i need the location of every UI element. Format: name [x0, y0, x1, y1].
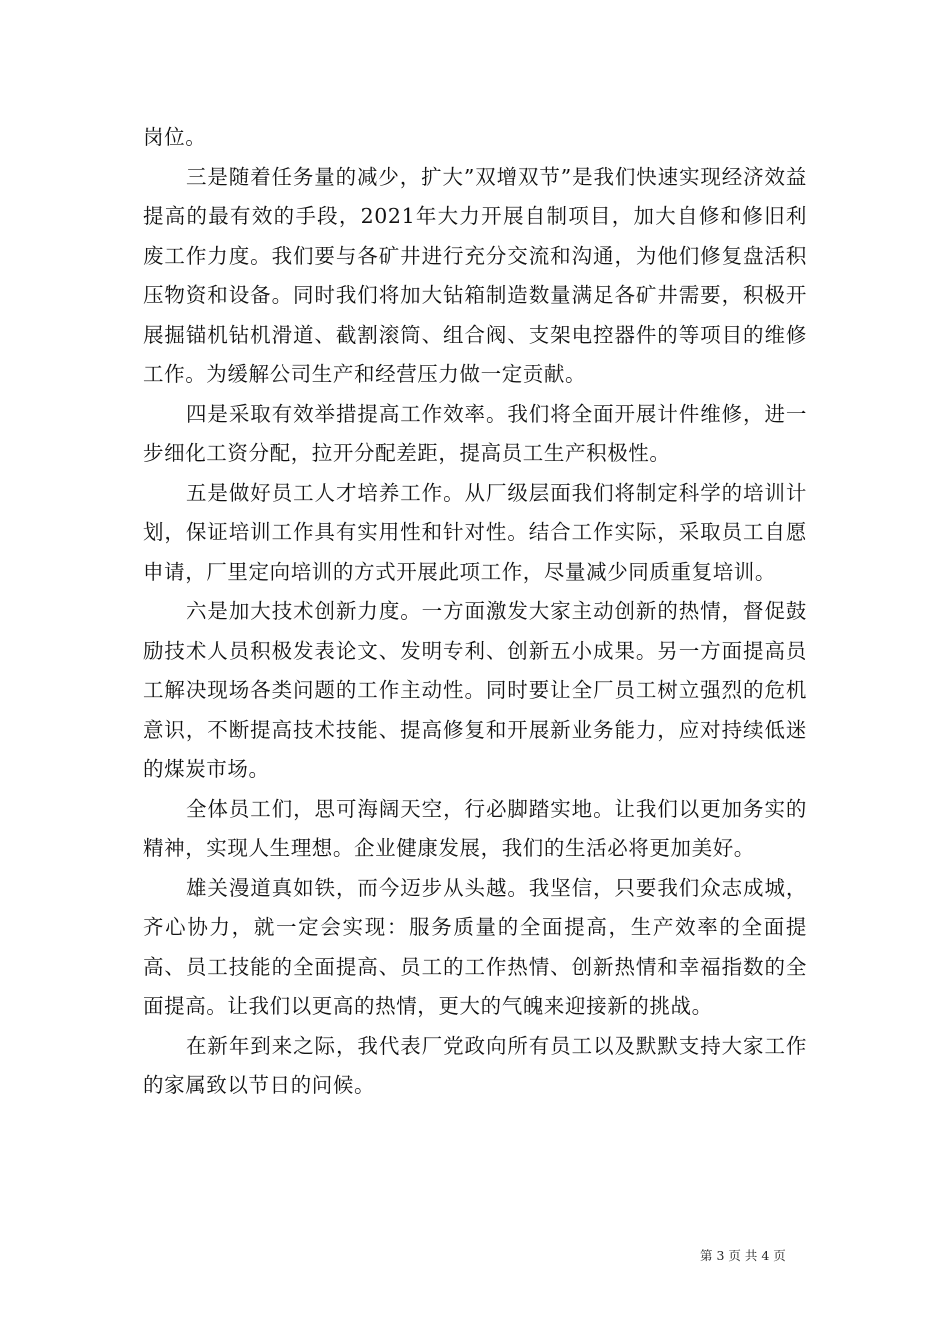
document-body [143, 118, 807, 1106]
paragraph-new-year-greeting: 在新年到来之际，我代表厂党政向所有员工以及默默支持大家工作的家属致以节日的问候。 [143, 1033, 807, 1097]
paragraph-item-four: 四是采取有效举措提高工作效率。我们将全面开展计件维修，进一步细化工资分配，拉开分配差距，提高员工生产积极性。 [143, 401, 807, 465]
paragraph-item-five: 五是做好员工人才培养工作。从厂级层面我们将制定科学的培训计划，保证培训工作具有实用性和针对性。结合工作实际，采取员工自愿申请，厂里定向培训的方式开展此项工作，尽量减少同质重复培训。 [143, 480, 807, 584]
page-number-footer: 第 3 页 共 4 页 [700, 1248, 786, 1263]
paragraph-item-three: 三是随着任务量的减少，扩大”双增双节”是我们快速实现经济效益提高的最有效的手段，2021年大力开展自制项目，加大自修和修旧利废工作力度。我们要与各矿井进行充分交流和沟通，为他们修复盘活积压物资和设备。同时我们将加大钻箱制造数量满足各矿井需要，积极开展掘锚机钻机滑道、截割滚筒、组合阀、支架电控器件的等项目的维修工作。为缓解公司生产和经营压力做一定贡献。 [143, 164, 807, 386]
paragraph-item-six: 六是加大技术创新力度。一方面激发大家主动创新的热情，督促鼓励技术人员积极发表论文、发明专利、创新五小成果。另一方面提高员工解决现场各类问题的工作主动性。同时要让全厂员工树立强烈的危机意识，不断提高技术技能、提高修复和开展新业务能力，应对持续低迷的煤炭市场。 [143, 599, 807, 781]
paragraph-all-staff: 全体员工们，思可海阔天空，行必脚踏实地。让我们以更加务实的精神，实现人生理想。企业健康发展，我们的生活必将更加美好。 [143, 796, 807, 860]
paragraph-continuation: 岗位。 [143, 125, 207, 149]
paragraph-resolve: 雄关漫道真如铁，而今迈步从头越。我坚信，只要我们众志成城，齐心协力，就一定会实现：服务质量的全面提高，生产效率的全面提高、员工技能的全面提高、员工的工作热情、创新热情和幸福指数的全面提高。让我们以更高的热情，更大的气魄来迎接新的挑战。 [143, 875, 807, 1018]
